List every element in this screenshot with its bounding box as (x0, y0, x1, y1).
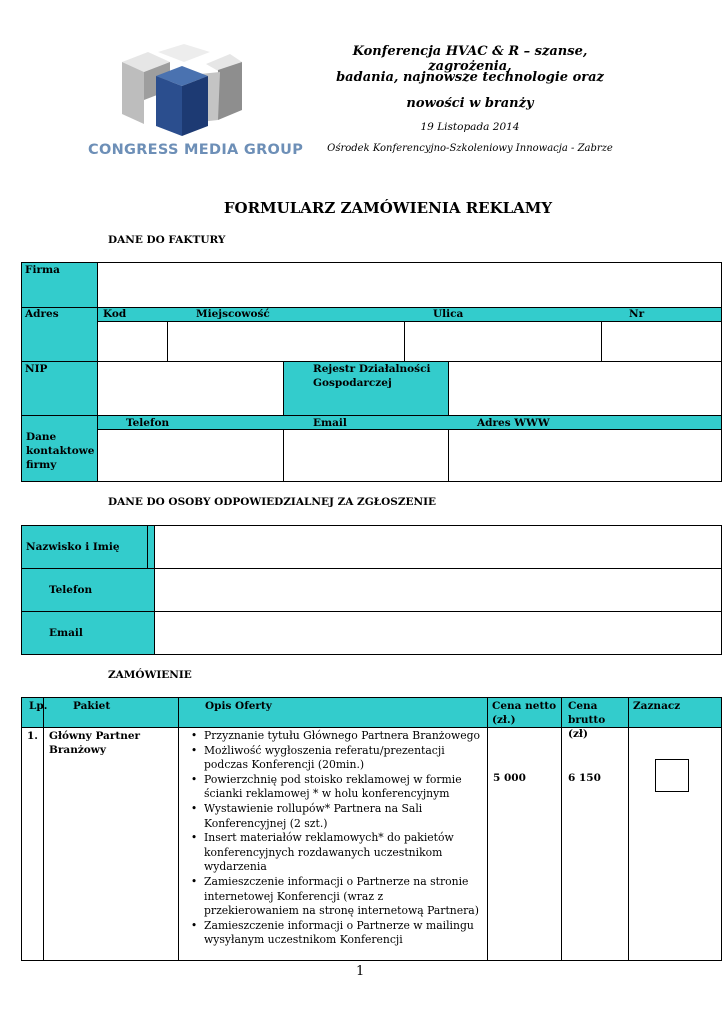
offer-item-text: Insert materiałów reklamowych* do pakietów konferencyjnych rozdawanych uczestnikom wydarzenia (204, 831, 454, 874)
offer-item (190, 743, 480, 773)
firma-label: Firma (25, 264, 60, 276)
conference-venue: Ośrodek Konferencyjno-Szkoleniowy Innowacja - Zabrze (327, 143, 613, 154)
firma-field[interactable] (97, 262, 722, 308)
brutto-header: Cena brutto (zł) (568, 700, 606, 740)
person-email-label-cell (21, 611, 155, 655)
www-col-label: Adres WWW (477, 417, 550, 429)
row1-netto: 5 000 (493, 772, 526, 784)
rejestr-label: Rejestr Działalności Gospodarczej (313, 363, 431, 389)
bullet-icon: • (190, 801, 198, 815)
offer-item-text: Możliwość wygłoszenia referatu/prezentacji podczas Konferencji (20min.) (204, 743, 445, 772)
nr-label: Nr (629, 308, 645, 320)
person-email-label: Email (49, 627, 83, 639)
telefon-col-label: Telefon (126, 417, 170, 429)
row1-pakiet-cell (43, 727, 179, 961)
offer-item-text: Wystawienie rollupów* Partnera na Sali Konferencyjnej (2 szt.) (204, 801, 423, 830)
row1-netto-cell (487, 727, 562, 961)
order-col-pakiet (43, 697, 179, 728)
offer-item (190, 874, 480, 919)
rejestr-field[interactable] (448, 361, 722, 416)
nazwisko-label: Nazwisko i Imię (26, 541, 120, 553)
offer-item-text: Powierzchnię pod stoisko reklamowej w formie ścianki reklamowej * w holu konferencyjnym (204, 772, 462, 801)
row1-offer-list (190, 729, 481, 948)
offer-item (190, 729, 481, 744)
offer-item (190, 918, 480, 948)
logo-company-name: CONGRESS MEDIA GROUP (88, 142, 304, 158)
bullet-icon: • (190, 918, 198, 932)
row1-brutto-cell (561, 727, 629, 961)
offer-item-text: Przyznanie tytułu Głównego Partnera Branżowego (204, 729, 481, 742)
email-col-label: Email (313, 417, 347, 429)
nr-field[interactable] (601, 321, 722, 362)
person-telefon-label: Telefon (49, 584, 93, 596)
row1-lp-cell (21, 727, 44, 961)
company-www-field[interactable] (448, 429, 722, 482)
row1-pakiet: Główny Partner Branżowy (49, 730, 141, 756)
section-contact-person-heading: DANE DO OSOBY ODPOWIEDZIALNEJ ZA ZGŁOSZENIE (108, 496, 437, 508)
person-email-field[interactable] (154, 611, 722, 655)
offer-item-text: Zamieszczenie informacji o Partnerze na stronie internetowej Konferencji (wraz z przekierowaniem na stronę internetową Partnera) (204, 874, 479, 918)
bullet-icon: • (190, 831, 198, 845)
offer-item (190, 772, 480, 802)
bullet-icon: • (190, 772, 198, 786)
row1-lp: 1. (27, 730, 38, 742)
zaznacz-header: Zaznacz (633, 700, 681, 712)
page-number: 1 (356, 964, 365, 979)
opis-header: Opis Oferty (205, 700, 272, 712)
bullet-icon: • (190, 729, 198, 742)
nip-field[interactable] (97, 361, 284, 416)
kod-label: Kod (103, 308, 127, 320)
contact-header-strip (97, 415, 722, 430)
conference-title-line2: badania, najnowsze technologie oraz (336, 70, 604, 85)
row1-select-checkbox[interactable] (655, 759, 689, 792)
person-telefon-field[interactable] (154, 568, 722, 612)
offer-item-text: Zamieszczenie informacji o Partnerze w mailingu wysyłanym uczestnikom Konferencji (204, 918, 474, 947)
pakiet-header: Pakiet (73, 700, 111, 712)
dane-kontaktowe-label: Dane kontaktowe firmy (26, 431, 95, 471)
bullet-icon: • (190, 874, 198, 888)
miejscowosc-label: Miejscowość (196, 308, 270, 320)
row1-brutto: 6 150 (568, 772, 601, 784)
conference-title-line1: Konferencja HVAC & R – szanse, zagrożenia, (352, 44, 588, 74)
offer-item (190, 801, 480, 831)
conference-date: 19 Listopada 2014 (420, 121, 520, 133)
offer-item (190, 831, 480, 875)
section-order-heading: ZAMÓWIENIE (108, 669, 192, 681)
conference-title-line3: nowości w branży (406, 96, 534, 111)
ulica-field[interactable] (404, 321, 602, 362)
cube-logo-icon (86, 40, 286, 140)
company-telefon-field[interactable] (97, 429, 284, 482)
miejscowosc-field[interactable] (167, 321, 405, 362)
section-invoice-heading: DANE DO FAKTURY (108, 234, 226, 246)
lp-header: Lp. (29, 700, 48, 712)
bullet-icon: • (190, 743, 198, 757)
nazwisko-field[interactable] (154, 525, 722, 569)
netto-header: Cena netto (zł.) (492, 700, 557, 726)
adres-label: Adres (25, 308, 59, 320)
company-logo (86, 40, 304, 165)
company-email-field[interactable] (283, 429, 449, 482)
form-title: FORMULARZ ZAMÓWIENIA REKLAMY (223, 199, 553, 217)
ulica-label: Ulica (433, 308, 464, 320)
nip-label: NIP (25, 363, 48, 375)
kod-field[interactable] (97, 321, 168, 362)
